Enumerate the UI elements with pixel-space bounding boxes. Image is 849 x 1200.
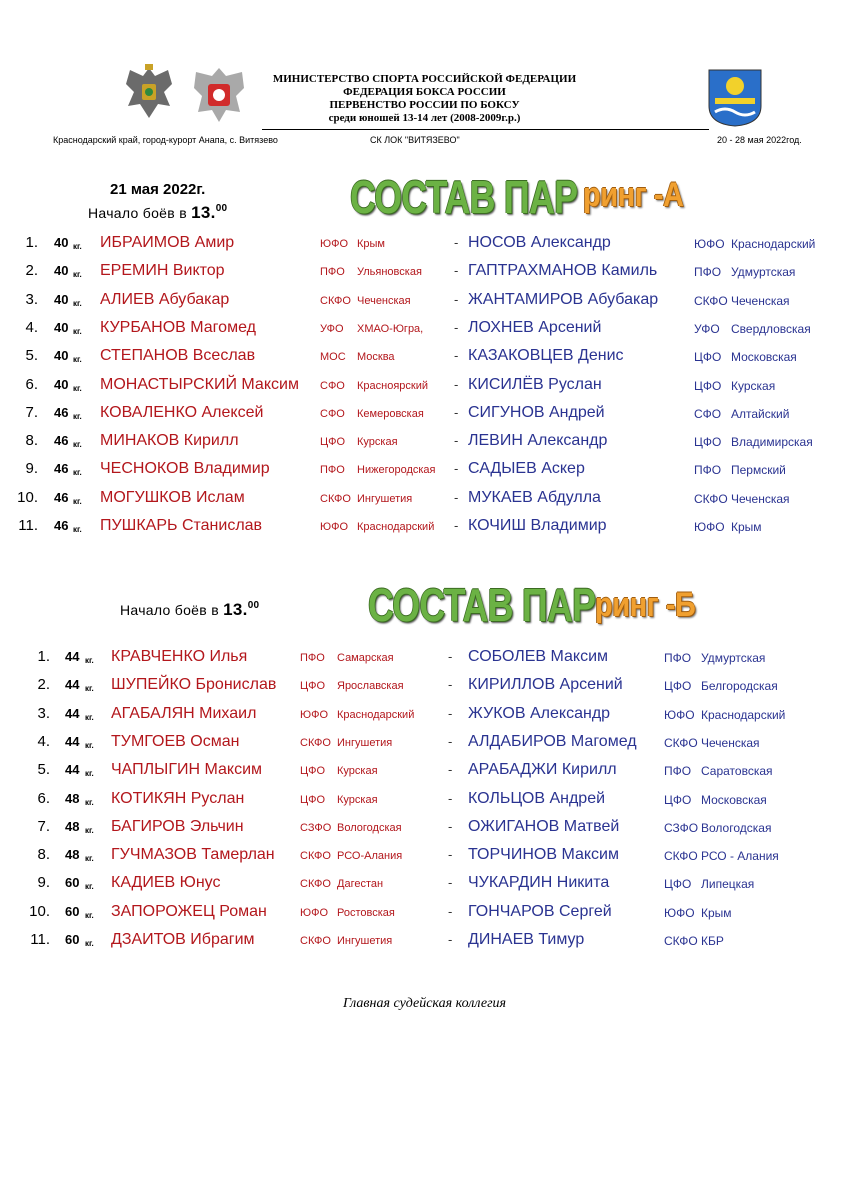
red-corner-region: Краснодарский xyxy=(357,521,435,533)
bout-separator: - xyxy=(454,291,459,307)
ring-a-label: ринг -А xyxy=(583,176,684,214)
blue-corner-district: СКФО xyxy=(694,293,728,308)
red-corner-name: БАГИРОВ Эльчин xyxy=(111,817,244,835)
red-corner-district: СКФО xyxy=(320,294,351,307)
blue-corner-district: УФО xyxy=(694,321,720,336)
red-corner-region: Самарская xyxy=(337,652,394,664)
red-corner-name: ШУПЕЙКО Бронислав xyxy=(111,676,277,694)
red-corner-district: ПФО xyxy=(300,652,325,664)
bout-separator: - xyxy=(448,705,453,721)
weight-class: 40 xyxy=(54,319,69,335)
bout-number: 10. xyxy=(29,902,50,920)
bout-separator: - xyxy=(448,875,453,891)
blue-corner-region: Свердловская xyxy=(731,321,811,336)
blue-corner-region: Алтайский xyxy=(731,406,790,421)
bout-row xyxy=(0,431,849,459)
blue-corner-district: СЗФО xyxy=(664,820,699,835)
weight-class: 44 xyxy=(65,762,80,778)
header-ministry: МИНИСТЕРСТВО СПОРТА РОССИЙСКОЙ ФЕДЕРАЦИИ xyxy=(272,73,577,85)
red-corner-region: Крым xyxy=(357,238,385,250)
weight-class: 46 xyxy=(54,433,69,449)
blue-corner-region: Краснодарский xyxy=(701,707,786,722)
red-corner-name: ПУШКАРЬ Станислав xyxy=(100,517,263,534)
red-corner-region: Краснодарский xyxy=(337,708,415,721)
blue-corner-district: ПФО xyxy=(664,651,692,665)
red-corner-name: АГАБАЛЯН Михаил xyxy=(111,704,257,722)
bout-row xyxy=(0,873,849,901)
red-corner-district: ПФО xyxy=(320,464,345,477)
bout-number: 11. xyxy=(30,931,50,948)
red-corner-district: СКФО xyxy=(300,736,331,749)
blue-corner-name: ЖУКОВ Александр xyxy=(468,704,611,722)
blue-corner-name: СОБОЛЕВ Максим xyxy=(468,648,609,665)
red-corner-name: КОТИКЯН Руслан xyxy=(111,789,245,807)
bout-number: 3. xyxy=(25,290,38,308)
red-corner-region: РСО-Алания xyxy=(337,850,403,863)
weight-class: 46 xyxy=(54,461,69,477)
weight-unit: кг. xyxy=(85,939,94,948)
blue-corner-region: Крым xyxy=(701,905,732,920)
ring-b-start-min: 00 xyxy=(247,600,260,611)
blue-corner-district: ЮФО xyxy=(694,237,725,251)
red-corner-name: ГУЧМАЗОВ Тамерлан xyxy=(111,846,275,864)
blue-corner-region: Владимирская xyxy=(731,435,813,450)
weight-unit: кг. xyxy=(73,496,82,506)
bout-row xyxy=(0,817,849,845)
bout-row xyxy=(0,760,849,788)
red-corner-region: Ингушетия xyxy=(337,736,393,749)
bout-row xyxy=(0,261,849,289)
red-corner-district: СЗФО xyxy=(300,821,332,834)
blue-corner-region: Курская xyxy=(731,378,776,393)
red-corner-district: ЮФО xyxy=(320,238,349,250)
blue-corner-region: Саратовская xyxy=(701,764,773,779)
bout-number: 7. xyxy=(37,817,50,835)
red-corner-name: МОГУШКОВ Ислам xyxy=(100,488,245,506)
blue-corner-name: МУКАЕВ Абдулла xyxy=(468,488,601,506)
ring-b-title: СОСТАВ ПАР xyxy=(368,579,596,631)
header-venue: СК ЛОК "ВИТЯЗЕВО" xyxy=(370,135,460,145)
red-corner-district: ЦФО xyxy=(300,793,326,806)
ring-b-start-label: Начало боёв в xyxy=(120,602,219,618)
red-corner-district: ЦФО xyxy=(300,765,326,778)
weight-unit: кг. xyxy=(85,797,94,807)
bout-separator: - xyxy=(454,348,459,364)
weight-class: 44 xyxy=(65,649,80,664)
bout-row xyxy=(0,459,849,487)
weight-class: 40 xyxy=(54,291,69,307)
red-corner-name: КОВАЛЕНКО Алексей xyxy=(100,403,264,421)
bout-separator: - xyxy=(448,903,453,919)
bout-row xyxy=(0,789,849,817)
red-corner-name: КРАВЧЕНКО Илья xyxy=(111,648,248,665)
red-corner-name: АЛИЕВ Абубакар xyxy=(100,290,230,308)
weight-class: 60 xyxy=(65,932,80,947)
footer-judges: Главная судейская коллегия xyxy=(342,996,507,1011)
bout-row xyxy=(0,704,849,732)
weight-unit: кг. xyxy=(73,383,82,393)
weight-unit: кг. xyxy=(73,525,82,534)
header-championship: ПЕРВЕНСТВО РОССИИ ПО БОКСУ xyxy=(329,99,520,111)
blue-corner-name: КАЗАКОВЦЕВ Денис xyxy=(468,347,624,365)
bout-separator: - xyxy=(454,376,459,392)
bout-separator: - xyxy=(454,489,459,505)
bout-row xyxy=(0,290,849,318)
bout-separator: - xyxy=(454,319,459,335)
bout-row xyxy=(0,233,849,261)
red-corner-district: ЮФО xyxy=(320,521,349,533)
red-corner-district: ПФО xyxy=(320,266,345,279)
weight-class: 40 xyxy=(54,348,69,364)
blue-corner-district: СКФО xyxy=(664,735,698,750)
bout-separator: - xyxy=(448,818,453,834)
weight-unit: кг. xyxy=(85,882,94,892)
blue-corner-name: ЛОХНЕВ Арсений xyxy=(468,318,602,336)
blue-corner-region: Московская xyxy=(731,350,797,365)
weight-class: 40 xyxy=(54,263,69,279)
bout-row xyxy=(0,732,849,760)
bout-row xyxy=(0,902,849,930)
blue-corner-name: КОЧИШ Владимир xyxy=(468,517,607,534)
bout-separator: - xyxy=(454,461,459,477)
bout-number: 11. xyxy=(18,517,38,534)
weight-unit: кг. xyxy=(85,854,94,864)
header-divider xyxy=(262,129,709,130)
bout-row xyxy=(0,845,849,873)
ring-b-label: ринг -Б xyxy=(595,586,696,624)
weight-unit: кг. xyxy=(85,684,94,694)
red-corner-region: Курская xyxy=(337,765,378,778)
red-corner-district: СКФО xyxy=(300,935,331,947)
ring-b-start-hour: 13. xyxy=(223,600,248,619)
bout-number: 6. xyxy=(37,789,50,807)
blue-corner-region: Чеченская xyxy=(731,491,790,506)
red-corner-name: ЗАПОРОЖЕЦ Роман xyxy=(111,902,267,920)
blue-corner-region: Липецкая xyxy=(701,877,755,892)
red-corner-region: Ингушетия xyxy=(357,492,413,505)
blue-corner-region: Удмуртская xyxy=(731,265,796,280)
blue-corner-name: ГАПТРАХМАНОВ Камиль xyxy=(468,262,658,280)
red-corner-district: СКФО xyxy=(300,878,331,891)
weight-class: 44 xyxy=(65,733,80,749)
bout-number: 2. xyxy=(37,676,50,694)
bout-separator: - xyxy=(454,433,459,449)
blue-corner-name: КОЛЬЦОВ Андрей xyxy=(468,789,606,807)
blue-corner-region: Краснодарский xyxy=(731,237,816,251)
bout-row xyxy=(0,346,849,374)
red-corner-name: ЕРЕМИН Виктор xyxy=(100,262,225,280)
red-corner-region: Курская xyxy=(337,793,378,806)
bout-number: 7. xyxy=(25,403,38,421)
bout-row xyxy=(0,647,849,675)
blue-corner-district: ЦФО xyxy=(694,435,722,450)
red-corner-name: ИБРАИМОВ Амир xyxy=(100,234,235,251)
blue-corner-name: ДИНАЕВ Тимур xyxy=(468,931,585,948)
bout-row xyxy=(0,488,849,516)
header-dates: 20 - 28 мая 2022год. xyxy=(717,135,802,145)
red-corner-region: Вологодская xyxy=(337,821,402,834)
red-corner-district: ЮФО xyxy=(300,708,329,721)
blue-corner-district: ЦФО xyxy=(694,378,722,393)
weight-unit: кг. xyxy=(85,825,94,835)
weight-unit: кг. xyxy=(73,326,82,336)
weight-unit: кг. xyxy=(85,712,94,722)
bout-number: 6. xyxy=(25,375,38,393)
blue-corner-region: Московская xyxy=(701,792,767,807)
red-corner-district: СФО xyxy=(320,407,345,420)
blue-corner-region: РСО - Алания xyxy=(701,849,779,864)
blue-corner-region: Удмуртская xyxy=(701,651,766,665)
weight-class: 60 xyxy=(65,903,80,919)
blue-corner-district: ПФО xyxy=(694,265,722,280)
weight-class: 60 xyxy=(65,875,80,891)
weight-unit: кг. xyxy=(85,910,94,920)
ring-a-start-min: 00 xyxy=(215,203,228,214)
red-corner-region: ХМАО-Югра, xyxy=(357,322,424,335)
bout-number: 2. xyxy=(25,262,38,280)
red-corner-region: Ингушетия xyxy=(337,935,393,947)
bout-number: 5. xyxy=(25,347,38,365)
blue-corner-district: ЦФО xyxy=(664,792,692,807)
header-federation: ФЕДЕРАЦИЯ БОКСА РОССИИ xyxy=(343,86,506,98)
blue-corner-name: КИРИЛЛОВ Арсений xyxy=(468,676,623,694)
weight-unit: кг. xyxy=(73,270,82,280)
weight-unit: кг. xyxy=(85,740,94,750)
blue-corner-name: КИСИЛЁВ Руслан xyxy=(468,375,602,393)
weight-class: 46 xyxy=(54,518,69,533)
bout-separator: - xyxy=(448,847,453,863)
bout-number: 3. xyxy=(37,704,50,722)
blue-corner-district: ЮФО xyxy=(664,905,695,920)
header-category: среди юношей 13-14 лет (2008-2009г.р.) xyxy=(328,112,521,124)
bout-number: 9. xyxy=(25,460,38,478)
weight-unit: кг. xyxy=(73,355,82,365)
bout-separator: - xyxy=(448,932,453,947)
weight-unit: кг. xyxy=(73,468,82,478)
bout-separator: - xyxy=(454,235,459,250)
bout-number: 4. xyxy=(25,318,38,336)
red-corner-district: ЦФО xyxy=(320,436,346,449)
blue-corner-name: ГОНЧАРОВ Сергей xyxy=(468,902,612,920)
red-corner-name: КАДИЕВ Юнус xyxy=(111,874,221,892)
bout-separator: - xyxy=(448,649,453,664)
blue-corner-name: ТОРЧИНОВ Максим xyxy=(468,846,619,864)
blue-corner-name: АЛДАБИРОВ Магомед xyxy=(468,732,637,750)
red-corner-district: СКФО xyxy=(300,850,331,863)
red-corner-region: Дагестан xyxy=(337,878,384,891)
ring-b-start xyxy=(120,600,259,620)
red-corner-region: Красноярский xyxy=(357,379,429,392)
ring-a-start-label: Начало боёв в xyxy=(88,205,187,221)
bout-separator: - xyxy=(448,790,453,806)
weight-unit: кг. xyxy=(85,769,94,779)
weight-class: 46 xyxy=(54,404,69,420)
weight-unit: кг. xyxy=(73,242,82,251)
red-corner-district: СКФО xyxy=(320,492,351,505)
ring-a-start-hour: 13. xyxy=(191,203,216,222)
blue-corner-name: ОЖИГАНОВ Матвей xyxy=(468,817,620,835)
bout-row xyxy=(0,403,849,431)
weight-class: 44 xyxy=(65,705,80,721)
weight-class: 44 xyxy=(65,677,80,693)
red-corner-region: Москва xyxy=(357,351,395,364)
blue-corner-district: ЦФО xyxy=(664,679,692,694)
red-corner-name: ЧЕСНОКОВ Владимир xyxy=(100,460,270,478)
blue-corner-name: ЧУКАРДИН Никита xyxy=(468,874,610,892)
blue-corner-name: ЖАНТАМИРОВ Абубакар xyxy=(468,290,659,308)
red-corner-region: Ярославская xyxy=(337,680,404,693)
bout-number: 4. xyxy=(37,732,50,750)
blue-corner-district: ПФО xyxy=(694,463,722,478)
weight-unit: кг. xyxy=(85,656,94,665)
red-corner-name: МИНАКОВ Кирилл xyxy=(100,432,239,450)
weight-class: 40 xyxy=(54,376,69,392)
red-corner-region: Кемеровская xyxy=(357,407,424,420)
red-corner-name: ТУМГОЕВ Осман xyxy=(111,732,240,750)
red-corner-region: Нижегородская xyxy=(357,464,436,477)
weight-class: 40 xyxy=(54,235,69,250)
blue-corner-name: ЛЕВИН Александр xyxy=(468,432,608,450)
bout-number: 5. xyxy=(37,761,50,779)
red-corner-region: Ульяновская xyxy=(357,266,422,279)
red-corner-district: ЦФО xyxy=(300,680,326,693)
weight-unit: кг. xyxy=(73,298,82,308)
bout-separator: - xyxy=(454,404,459,420)
bout-row xyxy=(0,930,849,958)
blue-corner-region: Чеченская xyxy=(701,735,760,750)
red-corner-name: ДЗАИТОВ Ибрагим xyxy=(111,931,255,948)
weight-class: 46 xyxy=(54,489,69,505)
blue-corner-region: Крым xyxy=(731,520,762,534)
weight-unit: кг. xyxy=(73,440,82,450)
blue-corner-name: АРАБАДЖИ Кирилл xyxy=(468,761,617,779)
ring-a-title: СОСТАВ ПАР xyxy=(350,171,578,223)
bout-row xyxy=(0,375,849,403)
red-corner-district: МОС xyxy=(320,351,346,364)
blue-corner-region: Пермский xyxy=(731,463,786,478)
blue-corner-name: НОСОВ Александр xyxy=(468,234,611,251)
blue-corner-name: СИГУНОВ Андрей xyxy=(468,403,605,421)
red-corner-district: ЮФО xyxy=(300,906,329,919)
bout-separator: - xyxy=(454,263,459,279)
blue-corner-district: ЮФО xyxy=(664,707,695,722)
bout-number: 8. xyxy=(25,432,38,450)
weight-class: 48 xyxy=(65,818,80,834)
bout-row xyxy=(0,318,849,346)
weight-class: 48 xyxy=(65,847,80,863)
blue-corner-district: СКФО xyxy=(694,491,728,506)
blue-corner-district: ЦФО xyxy=(664,877,692,892)
ring-a-start xyxy=(88,203,227,223)
red-corner-name: СТЕПАНОВ Всеслав xyxy=(100,347,256,365)
red-corner-region: Ростовская xyxy=(337,906,395,919)
bout-number: 10. xyxy=(17,488,38,506)
blue-corner-district: ПФО xyxy=(664,764,692,779)
bout-number: 1. xyxy=(25,234,38,251)
red-corner-district: СФО xyxy=(320,379,345,392)
blue-corner-district: СФО xyxy=(694,406,722,421)
ring-a-date: 21 мая 2022г. xyxy=(110,181,206,198)
bout-row xyxy=(0,516,849,544)
bout-number: 1. xyxy=(37,648,50,665)
bout-row xyxy=(0,675,849,703)
red-corner-name: КУРБАНОВ Магомед xyxy=(100,318,256,336)
blue-corner-region: КБР xyxy=(701,934,724,948)
blue-corner-district: ЮФО xyxy=(694,520,725,534)
blue-corner-region: Вологодская xyxy=(701,820,772,835)
blue-corner-district: СКФО xyxy=(664,934,698,948)
blue-corner-region: Чеченская xyxy=(731,293,790,308)
bout-number: 8. xyxy=(37,846,50,864)
bout-separator: - xyxy=(448,677,453,693)
red-corner-name: ЧАПЛЫГИН Максим xyxy=(111,761,263,779)
red-corner-name: МОНАСТЫРСКИЙ Максим xyxy=(100,375,299,393)
red-corner-region: Курская xyxy=(357,436,398,449)
blue-corner-district: ЦФО xyxy=(694,350,722,365)
red-corner-region: Чеченская xyxy=(357,294,411,307)
blue-corner-name: САДЫЕВ Аскер xyxy=(468,460,585,478)
blue-corner-district: СКФО xyxy=(664,849,698,864)
red-corner-district: УФО xyxy=(320,322,344,335)
weight-unit: кг. xyxy=(73,411,82,421)
bout-separator: - xyxy=(454,518,459,533)
blue-corner-region: Белгородская xyxy=(701,679,778,694)
weight-class: 48 xyxy=(65,790,80,806)
bout-separator: - xyxy=(448,762,453,778)
bout-number: 9. xyxy=(37,874,50,892)
bout-separator: - xyxy=(448,733,453,749)
header-location: Краснодарский край, город-курорт Анапа, с. Витязево xyxy=(53,135,278,145)
